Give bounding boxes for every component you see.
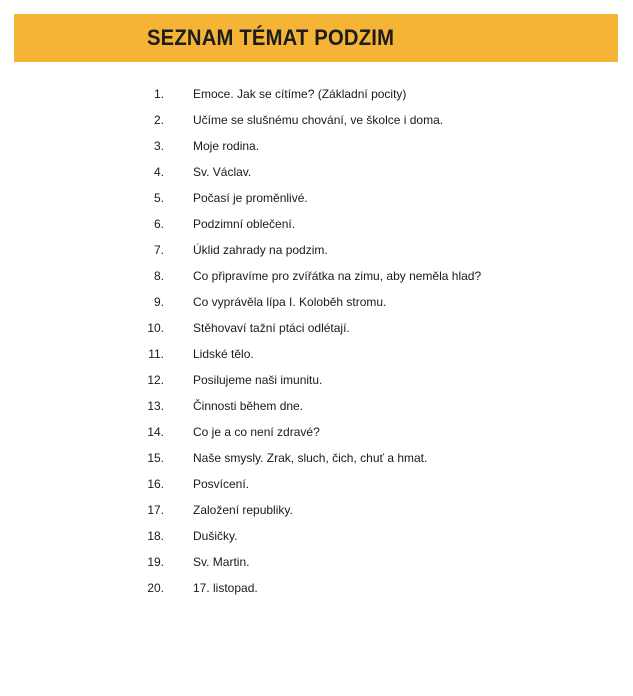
item-text: Co vyprávěla lípa I. Koloběh stromu.	[193, 295, 387, 309]
item-text: Činnosti během dne.	[193, 399, 304, 413]
item-text: Sv. Martin.	[193, 555, 250, 569]
list-item	[0, 471, 633, 497]
list-item	[0, 81, 633, 107]
item-text: Lidské tělo.	[193, 347, 254, 361]
list-item	[0, 393, 633, 419]
item-number: 15.	[147, 451, 164, 465]
list-item	[0, 159, 633, 185]
list-item	[0, 133, 633, 159]
item-text: Dušičky.	[193, 529, 238, 543]
list-item	[0, 185, 633, 211]
list-item	[0, 367, 633, 393]
list-item	[0, 523, 633, 549]
list-item	[0, 341, 633, 367]
item-number: 2.	[153, 113, 164, 127]
item-text: Stěhovaví tažní ptáci odlétají.	[193, 321, 350, 335]
header-banner	[14, 14, 618, 62]
item-text: Moje rodina.	[193, 139, 260, 153]
topic-list	[0, 81, 633, 601]
item-text: Emoce. Jak se cítíme? (Základní pocity)	[193, 87, 407, 101]
item-number: 19.	[147, 555, 164, 569]
item-text: Posilujeme naši imunitu.	[193, 373, 323, 387]
list-item	[0, 211, 633, 237]
list-item	[0, 237, 633, 263]
item-number: 3.	[153, 139, 164, 153]
item-number: 20.	[147, 581, 164, 595]
item-text: Naše smysly. Zrak, sluch, čich, chuť a hmat.	[193, 451, 428, 465]
item-number: 16.	[147, 477, 164, 491]
list-item	[0, 497, 633, 523]
page-title: SEZNAM TÉMAT PODZIM	[147, 25, 395, 50]
list-item	[0, 575, 633, 601]
list-item	[0, 445, 633, 471]
item-text: Co připravíme pro zvířátka na zimu, aby neměla hlad?	[193, 269, 482, 283]
item-number: 4.	[153, 165, 164, 179]
item-number: 18.	[147, 529, 164, 543]
list-item	[0, 315, 633, 341]
list-item	[0, 107, 633, 133]
item-text: Počasí je proměnlivé.	[193, 191, 308, 205]
item-number: 11.	[148, 347, 164, 361]
item-number: 14.	[147, 425, 164, 439]
item-text: Úklid zahrady na podzim.	[193, 243, 328, 257]
item-number: 12.	[147, 373, 164, 387]
item-text: Podzimní oblečení.	[193, 217, 296, 231]
item-number: 9.	[153, 295, 164, 309]
item-number: 6.	[153, 217, 164, 231]
item-text: Posvícení.	[193, 477, 250, 491]
item-number: 7.	[153, 243, 164, 257]
list-item	[0, 419, 633, 445]
item-number: 1.	[153, 87, 164, 101]
item-text: 17. listopad.	[193, 581, 258, 595]
item-number: 17.	[147, 503, 164, 517]
list-item	[0, 263, 633, 289]
item-number: 5.	[153, 191, 164, 205]
item-text: Učíme se slušnému chování, ve školce i doma.	[193, 113, 444, 127]
item-text: Sv. Václav.	[193, 165, 252, 179]
list-item	[0, 289, 633, 315]
item-number: 10.	[147, 321, 164, 335]
item-number: 8.	[153, 269, 164, 283]
list-item	[0, 549, 633, 575]
item-text: Založení republiky.	[193, 503, 293, 517]
item-number: 13.	[147, 399, 164, 413]
item-text: Co je a co není zdravé?	[193, 425, 320, 439]
